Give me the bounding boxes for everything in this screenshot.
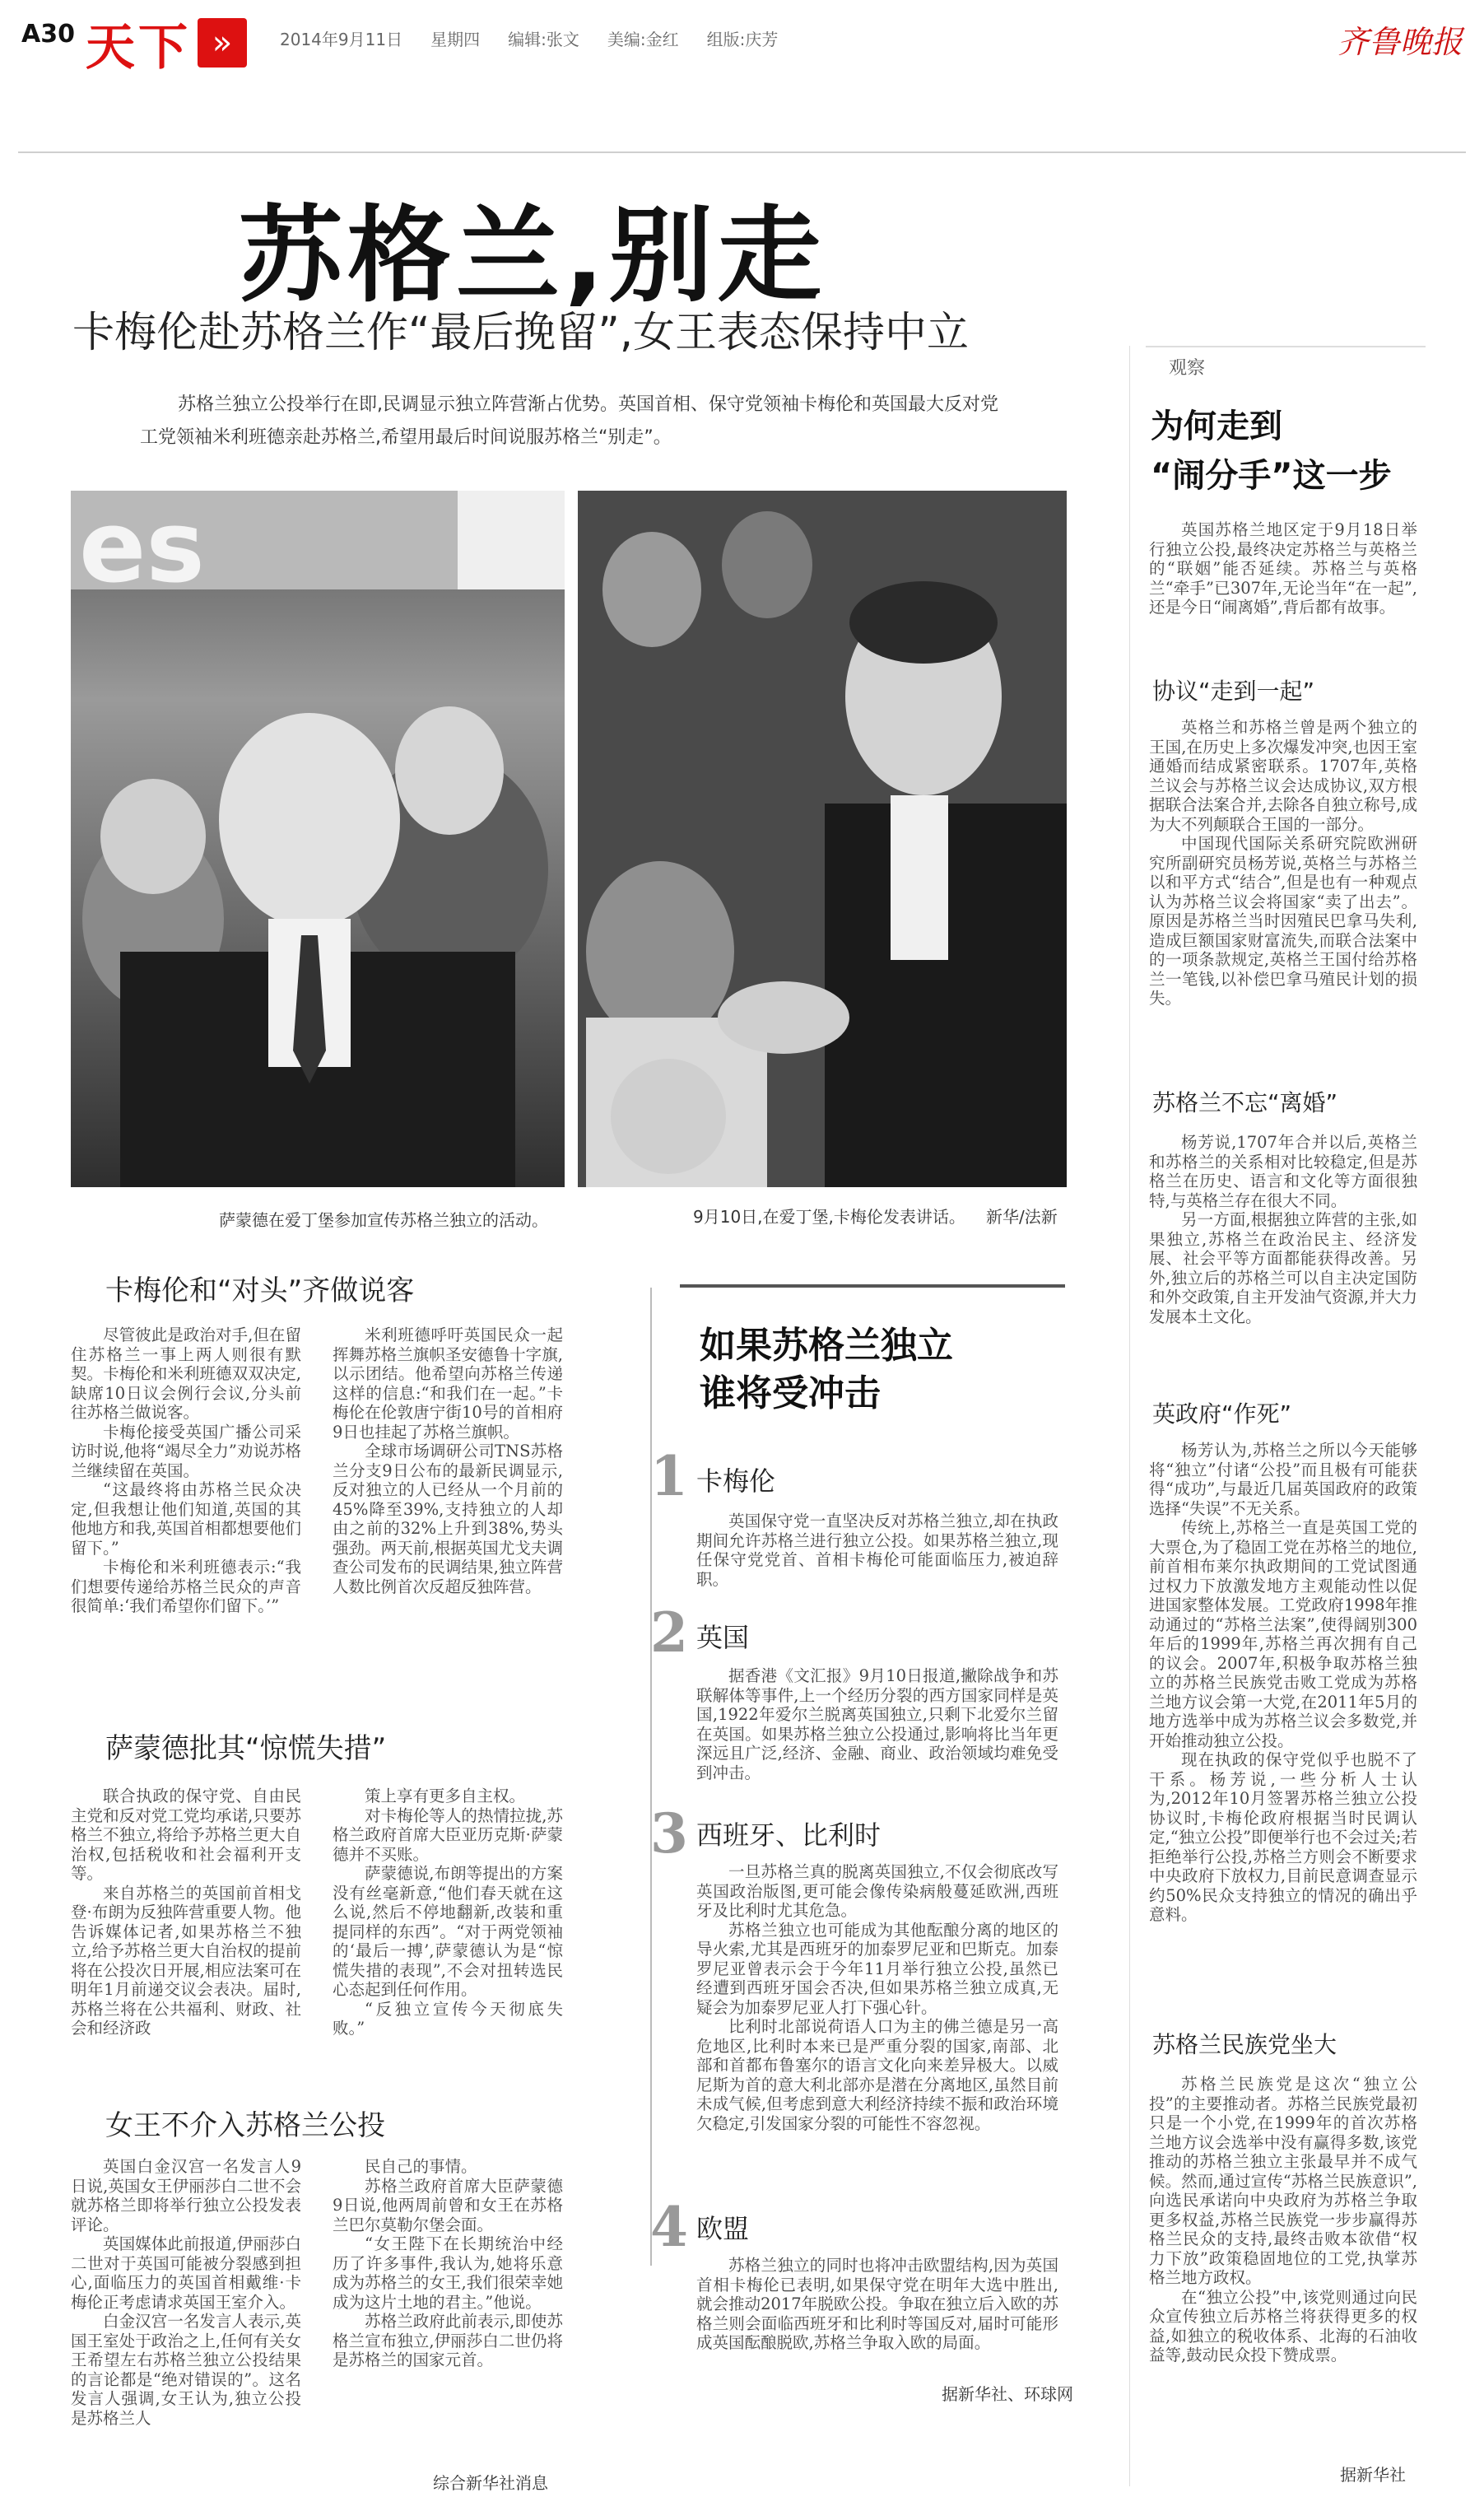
paragraph: 在“独立公投”中,该党则通过向民众宣传独立后苏格兰将获得更多的权益,如独立的税收体系、北海的石油收益等,鼓动民众投下赞成票。 xyxy=(1149,2287,1417,2364)
paragraph: 卡梅伦和米利班德表示:“我们想要传递给苏格兰民众的声音很简单:‘我们希望你们留下。’” xyxy=(71,1558,301,1615)
right-title-line-1: 为何走到 xyxy=(1151,408,1282,445)
layout-editor-credit: 组版:庆芳 xyxy=(706,30,779,49)
photo-credit: 新华/法新 xyxy=(986,1207,1058,1227)
box-title-line-2: 谁将受冲击 xyxy=(700,1372,881,1414)
paragraph: 策上享有更多自主权。 xyxy=(365,1787,526,1805)
subheadline: 卡梅伦赴苏格兰作“最后挽留”,女王表态保持中立 xyxy=(72,309,970,357)
section-head-2: 萨蒙德批其“惊慌失措” xyxy=(105,1732,387,1765)
paragraph: “这最终将由苏格兰民众决定,但我想让他们知道,英国的其他地方和我,英国首相都想要他们留下。” xyxy=(71,1480,301,1558)
photo-salmond xyxy=(71,491,565,1187)
paragraph: 英国苏格兰地区定于9月18日举行独立公投,最终决定苏格兰与英格兰的“联姻”能否延续。苏格兰与英格兰“牵手”已307年,无论当年“在一起”,还是今日“闹离婚”,背后都有故事。 xyxy=(1149,520,1417,617)
box-item-text xyxy=(696,1512,1058,1589)
section-3-col-1 xyxy=(71,2157,301,2428)
box-item-label: 欧盟 xyxy=(696,2213,750,2244)
paragraph: 杨芳说,1707年合并以后,英格兰和苏格兰的关系相对比较稳定,但是苏格兰在历史、语言和文化等方面很独特,与英格兰存在很大不同。 xyxy=(1149,1133,1417,1210)
box-top-rule xyxy=(680,1284,1065,1288)
poster-lettering: es xyxy=(79,491,205,605)
section-1-col-1 xyxy=(71,1325,301,1616)
headline: 苏格兰,别走 xyxy=(239,195,826,316)
paragraph: 对卡梅伦等人的热情拉拢,苏格兰政府首席大臣亚历克斯·萨蒙德并不买账。 xyxy=(333,1805,563,1864)
header-meta xyxy=(280,26,778,50)
left-article-credit: 综合新华社消息 xyxy=(433,2473,548,2493)
right-subhead-1: 协议“走到一起” xyxy=(1152,678,1315,705)
right-text-2 xyxy=(1149,1133,1417,1326)
right-subhead-2: 苏格兰不忘“离婚” xyxy=(1152,1089,1338,1116)
section-head-3: 女王不介入苏格兰公投 xyxy=(105,2109,385,2142)
box-item-number: 4 xyxy=(650,2195,688,2259)
section-head-1: 卡梅伦和“对头”齐做说客 xyxy=(105,1274,415,1307)
paragraph: 全球市场调研公司TNS苏格兰分支9日公布的最新民调显示,反对独立的人已经从一个月前的45%降至39%,支持独立的人却由之前的32%上升到38%,势头强劲。两天前,根据英国尤戈夫调查公司发布的民调结果,独立阵营人数比例首次反超反独阵营。 xyxy=(333,1442,563,1596)
box-item-text xyxy=(696,2256,1058,2353)
paragraph: 一旦苏格兰真的脱离英国独立,不仅会彻底改写英国政治版图,更可能会像传染病般蔓延欧洲,西班牙及比利时尤其危急。 xyxy=(696,1862,1058,1920)
paragraph: 英国媒体此前报道,伊丽莎白二世对于英国可能被分裂感到担心,面临压力的英国首相戴维·卡梅伦正考虑请求英国王室介入。 xyxy=(71,2234,301,2312)
paragraph: “反独立宣传今天彻底失败。” xyxy=(333,1999,563,2038)
lede: 苏格兰独立公投举行在即,民调显示独立阵营渐占优势。英国首相、保守党领袖卡梅伦和英国最大反对党工党领袖米利班德亲赴苏格兰,希望用最后时间说服苏格兰“别走”。 xyxy=(140,394,998,448)
right-subhead-4: 苏格兰民族党坐大 xyxy=(1152,2031,1337,2058)
header-divider xyxy=(18,151,1466,153)
box-item-text xyxy=(696,1862,1058,2133)
photo-caption-right: 9月10日,在爱丁堡,卡梅伦发表讲话。 xyxy=(693,1207,965,1227)
issue-weekday: 星期四 xyxy=(430,30,481,49)
paragraph: 民自己的事情。 xyxy=(365,2157,477,2176)
paragraph: 白金汉宫一名发言人表示,英国王室处于政治之上,任何有关女王希望左右苏格兰独立公投结果的言论都是“绝对错误的”。这名发言人强调,女王认为,独立公投是苏格兰人 xyxy=(71,2312,301,2428)
paragraph: 苏格兰民族党是这次“独立公投”的主要推动者。苏格兰民族党最初只是一个小党,在1999年的首次苏格兰地方议会选举中没有赢得多数,该党推动的苏格兰独立主张最早并不成气候。然而,通过宣传“苏格兰民族意识”,向选民承诺向中央政府为苏格兰争取更多权益,苏格兰民族党一步步赢得苏格兰民众的支持,最终击败本欲借“权力下放”政策稳固地位的工党,执掌苏格兰地方政权。 xyxy=(1149,2075,1417,2287)
paragraph: 英格兰和苏格兰曾是两个独立的王国,在历史上多次爆发冲突,也因王室通婚而结成紧密联系。1707年,英格兰议会与苏格兰议会达成协议,双方根据联合法案合并,去除各自独立称号,成为大不列颠联合王国的一部分。 xyxy=(1149,718,1417,834)
photo-cameron-illustration xyxy=(578,491,1067,1187)
section-1-col-2 xyxy=(333,1325,563,1596)
paragraph: 比利时北部说荷语人口为主的佛兰德是另一高危地区,比利时本来已是严重分裂的国家,南部、北部和首都布鲁塞尔的语言文化向来差异极大。以威尼斯为首的意大利北部亦是潜在分离地区,虽然目前未成气候,但考虑到意大利经济持续不振和政治环境欠稳定,引发国家分裂的可能性不容忽视。 xyxy=(696,2017,1058,2133)
photo-cameron xyxy=(578,491,1067,1187)
column-tag: 观察 xyxy=(1169,358,1206,379)
section-3-col-2 xyxy=(333,2157,563,2370)
right-column-title xyxy=(1151,402,1392,501)
paragraph: 来自苏格兰的英国前首相戈登·布朗为反独阵营重要人物。他告诉媒体记者,如果苏格兰不独立,给予苏格兰更大自治权的提前将在公投次日开展,相应法案可在明年1月前递交议会表决。届时,苏格兰将在公共福利、财政、社会和经济政 xyxy=(71,1883,301,2038)
box-item-number: 2 xyxy=(650,1600,688,1665)
section-2-col-1 xyxy=(71,1787,301,2038)
photo-caption-left: 萨蒙德在爱丁堡参加宣传苏格兰独立的活动。 xyxy=(219,1210,548,1230)
newspaper-logo: 齐鲁晚报 xyxy=(1337,24,1463,60)
box-title xyxy=(700,1322,953,1418)
paragraph: 苏格兰独立也可能成为其他酝酿分离的地区的导火索,尤其是西班牙的加泰罗尼亚和巴斯克。加泰罗尼亚曾表示会于今年11月举行独立公投,虽然已经遭到西班牙国会否决,但如果苏格兰独立成真,无疑会为加泰罗尼亚人打下强心针。 xyxy=(696,1920,1058,2017)
right-column-divider xyxy=(1129,346,1130,2486)
paragraph: 萨蒙德说,布朗等提出的方案没有丝毫新意,“他们春天就在这么说,然后不停地翻新,改装和重提同样的东西”。“对于两党领袖的‘最后一搏’,萨蒙德认为是“惊慌失措的表现”,不会对扭转选民心态起到任何作用。 xyxy=(333,1864,563,1999)
box-credit: 据新华社、环球网 xyxy=(942,2384,1073,2404)
double-chevron-right-icon: » xyxy=(198,18,247,68)
paragraph: 另一方面,根据独立阵营的主张,如果独立,苏格兰在政治民主、经济发展、社会平等方面都能获得改善。另外,独立后的苏格兰可以自主决定国防和外交政策,自主开发油气资源,并大力发展本土文化。 xyxy=(1149,1210,1417,1326)
box-item-label: 卡梅伦 xyxy=(696,1465,776,1497)
box-item-text xyxy=(696,1666,1058,1782)
paragraph: 传统上,苏格兰一直是英国工党的大票仓,为了稳固工党在苏格兰的地位,前首相布莱尔执政期间的工党试图通过权力下放激发地方主观能动性以促进国家整体发展。工党政府1998年推动通过的“苏格兰法案”,使得阔别300年后的1999年,苏格兰再次拥有自己的议会。2007年,积极争取苏格兰独立的苏格兰民族党击败工党成为苏格兰地方议会第一大党,在2011年5月的地方选举中成为苏格兰议会多数党,并开始推动独立公投。 xyxy=(1149,1518,1417,1750)
section-2-col-2 xyxy=(333,1787,563,2038)
paragraph: 米利班德呼吁英国民众一起挥舞苏格兰旗帜圣安德鲁十字旗,以示团结。他希望向苏格兰传递这样的信息:“和我们在一起。”卡梅伦在伦敦唐宁街10号的首相府9日也挂起了苏格兰旗帜。 xyxy=(333,1325,563,1442)
right-column-credit: 据新华社 xyxy=(1340,2465,1406,2485)
paragraph: 尽管彼此是政治对手,但在留住苏格兰一事上两人则很有默契。卡梅伦和米利班德双双决定,缺席10日议会例行会议,分头前往苏格兰做说客。 xyxy=(71,1325,301,1422)
paragraph: 苏格兰独立的同时也将冲击欧盟结构,因为英国首相卡梅伦已表明,如果保守党在明年大选中胜出,就会推动2017年脱欧公投。争取在独立后入欧的苏格兰则会面临西班牙和比利时等国反对,届时可能形成英国酝酿脱欧,苏格兰争取入欧的局面。 xyxy=(696,2256,1058,2352)
paragraph: 卡梅伦接受英国广播公司采访时说,他将“竭尽全力”劝说苏格兰继续留在英国。 xyxy=(71,1422,301,1480)
right-text-1 xyxy=(1149,718,1417,1009)
issue-date: 2014年9月11日 xyxy=(280,30,403,49)
right-subhead-3: 英政府“作死” xyxy=(1152,1400,1292,1428)
paragraph: 苏格兰政府此前表示,即使苏格兰宣布独立,伊丽莎白二世仍将是苏格兰的国家元首。 xyxy=(333,2312,563,2369)
paragraph: 现在执政的保守党似乎也脱不了干系。杨芳说,一些分析人士认为,2012年10月签署苏格兰独立公投协议时,卡梅伦政府根据当时民调认定,“独立公投”即便举行也不会过关;若拒绝举行公投,苏格兰方则会不断要求中央政府下放权力,目前民意调查显示约50%民众支持独立的情况的确出乎意料。 xyxy=(1149,1750,1417,1924)
box-item-number: 3 xyxy=(650,1801,688,1866)
paragraph: 苏格兰政府首席大臣萨蒙德9日说,他两周前曾和女王在苏格兰巴尔莫勒尔堡会面。 xyxy=(333,2176,563,2234)
paragraph: 据香港《文汇报》9月10日报道,撇除战争和苏联解体等事件,上一个经历分裂的西方国家同样是英国,1922年爱尔兰脱离英国独立,只剩下北爱尔兰留在英国。如果苏格兰独立公投通过,影响将比当年更深远且广泛,经济、金融、商业、政治领域均难免受到冲击。 xyxy=(696,1666,1058,1782)
paragraph: 英国白金汉宫一名发言人9日说,英国女王伊丽莎白二世不会就苏格兰即将举行独立公投发表评论。 xyxy=(71,2157,301,2234)
paragraph: “女王陛下在长期统治中经历了许多事件,我认为,她将乐意成为苏格兰的女王,我们很荣幸她成为这片土地的君主。”他说。 xyxy=(333,2234,563,2312)
photo-salmond-illustration xyxy=(71,491,565,1187)
page-number: A30 xyxy=(21,20,75,49)
box-title-line-1: 如果苏格兰独立 xyxy=(700,1325,953,1367)
art-editor-credit: 美编:金红 xyxy=(607,30,679,49)
box-item-number: 1 xyxy=(650,1444,688,1508)
right-text-3 xyxy=(1149,1441,1417,1925)
right-title-line-2: “闹分手”这一步 xyxy=(1151,457,1392,495)
box-item-label: 西班牙、比利时 xyxy=(696,1819,882,1851)
box-left-rule xyxy=(650,1288,652,2266)
box-item-label: 英国 xyxy=(696,1622,750,1653)
right-intro xyxy=(1149,520,1417,617)
editor-credit: 编辑:张文 xyxy=(508,30,579,49)
paragraph: 英国保守党一直坚决反对苏格兰独立,却在执政期间允许苏格兰进行独立公投。如果苏格兰独立,现任保守党党首、首相卡梅伦可能面临压力,被迫辞职。 xyxy=(696,1512,1058,1589)
paragraph: 联合执政的保守党、自由民主党和反对党工党均承诺,只要苏格兰不独立,将给予苏格兰更大自治权,包括税收和社会福利开支等。 xyxy=(71,1787,301,1883)
paragraph: 杨芳认为,苏格兰之所以今天能够将“独立”付诸“公投”而且极有可能获得“成功”,与最近几届英国政府的政策选择“失误”不无关系。 xyxy=(1149,1441,1417,1518)
right-column-top-rule xyxy=(1146,346,1426,347)
right-text-4 xyxy=(1149,2075,1417,2365)
paragraph: 中国现代国际关系研究院欧洲研究所副研究员杨芳说,英格兰与苏格兰以和平方式“结合”,但是也有一种观点认为苏格兰议会将国家“卖了出去”。原因是苏格兰当时因殖民巴拿马失利,造成巨额国家财富流失,而联合法案中的一项条款规定,英格兰王国付给苏格兰一笔钱,以补偿巴拿马殖民计划的损失。 xyxy=(1149,834,1417,1008)
section-name: 天下 xyxy=(86,19,191,77)
